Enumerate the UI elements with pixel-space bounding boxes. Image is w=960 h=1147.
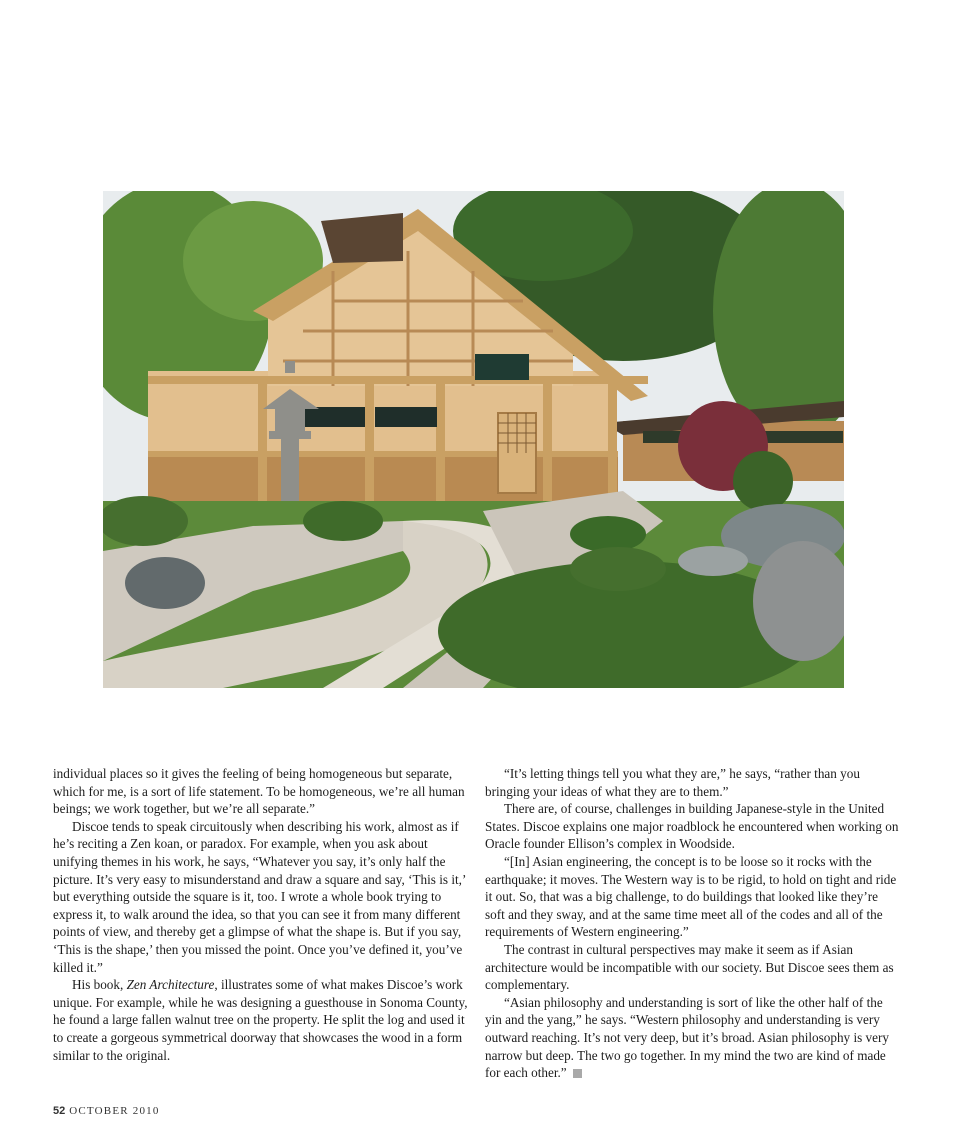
house-garden-illustration [103, 191, 844, 688]
paragraph: The contrast in cultural perspectives may make it seem as if Asian architecture would be incompatible with our society. But Discoe sees them as complementary. [485, 941, 894, 993]
paragraph: Discoe tends to speak circuitously when describing his work, almost as if he’s reciting a Zen koan, or paradox. For example, when you ask about unifying themes in his work, he says, “Whatever you say, it’s only half the picture. It’s very easy to misunderstand and draw a square and say, ‘This is it,’ but everything outside the square is it, too. I wrote a whole book trying to express it, to walk around the idea, so that you can see it from many different points of view, and thereby get a glimpse of what the shape is. But if you say, ‘This is the shape,’ then you missed the point. Once you’ve defined it, you’ve killed it.” [53, 818, 466, 975]
paragraph: “Asian philosophy and understanding is sort of like the other half of the yin and the yang,” he says. “Western philosophy and understanding is very outward reaching. It’s not very deep, but it’s broad. Asian philosophy is very narrow but deep. The two go together. In my mind the two are kind of made for each other.” [485, 994, 889, 1081]
book-title: Zen Architecture [126, 977, 215, 993]
page-folio [53, 1105, 160, 1117]
end-mark-icon [573, 1069, 582, 1078]
paragraph: “It’s letting things tell you what they are,” he says, “rather than you bringing your ideas of what they are to them.” [485, 766, 860, 799]
paragraph: individual places so it gives the feeling of being homogeneous but separate, which for me, is a sort of life statement. To be homogeneous, we’re all human beings; we work together, but we’re all separate.” [53, 766, 465, 817]
article-column-right [485, 765, 900, 1082]
paragraph: His book, Zen Architecture, illustrates some of what makes Discoe’s work unique. For example, while he was designing a guesthouse in Sonoma County, he found a large fallen walnut tree on the property. He split the log and used it to create a gorgeous symmetrical doorway that showcases the wood in a form similar to the original. [53, 977, 468, 1063]
paragraph: “[In] Asian engineering, the concept is to be loose so it rocks with the earthquake; it moves. The Western way is to be rigid, to hold on tight and ride it out. So, that was a big challenge, to do buildings that looked like they’re soft and they sway, and at the same time meet all of the codes and all of the requirements of Western engineering.” [485, 853, 897, 940]
feature-photo [103, 191, 844, 688]
issue-date: OCTOBER 2010 [69, 1105, 160, 1117]
paragraph: There are, of course, challenges in building Japanese-style in the United States. Discoe explains one major roadblock he encountered when working on Oracle founder Ellison’s complex in Woodside. [485, 801, 899, 852]
page-number: 52 [53, 1105, 66, 1117]
article-column-left [53, 765, 471, 1064]
